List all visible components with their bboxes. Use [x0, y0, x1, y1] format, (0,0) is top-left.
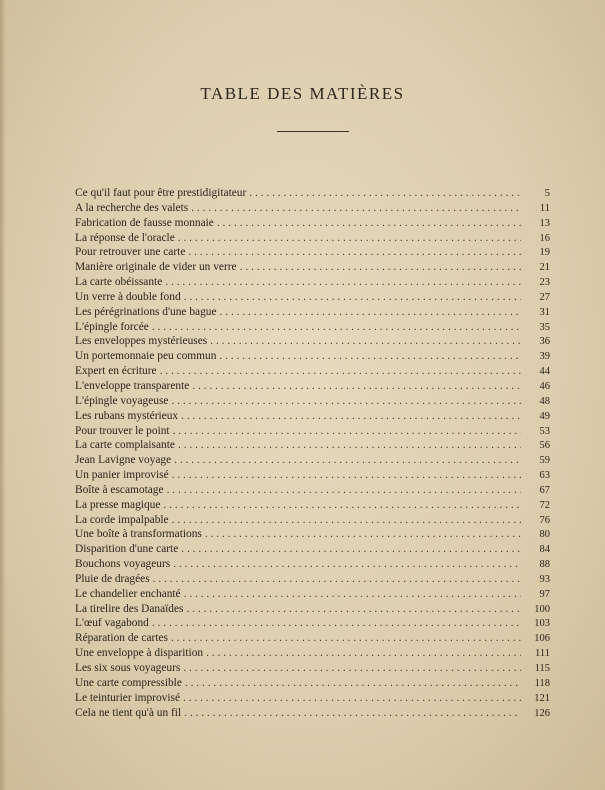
toc-entry-page: 100 [534, 603, 550, 615]
toc-entry-title: L'enveloppe transparente [75, 379, 190, 392]
dot-leader [152, 616, 521, 631]
toc-entry-page: 63 [539, 470, 550, 482]
toc-entry [75, 587, 550, 602]
toc-entry-title: Cela ne tient qu'à un fil [75, 706, 182, 719]
toc-entry [75, 483, 550, 498]
toc-entry [75, 216, 550, 231]
toc-entry-title: La corde impalpable [75, 513, 169, 526]
page-binding-edge [0, 0, 6, 790]
toc-entry-page: 13 [539, 217, 550, 229]
toc-entry-page: 72 [539, 499, 550, 511]
dot-leader [173, 424, 521, 439]
toc-entry-page: 115 [534, 663, 550, 674]
toc-entry-title: Ce qu'il faut pour être prestidigitateur [75, 187, 247, 199]
toc-entry [75, 498, 550, 513]
toc-entry-title: L'épingle forcée [75, 320, 149, 333]
toc-entry-title: Jean Lavigne voyage [75, 454, 172, 467]
dot-leader [181, 542, 521, 557]
toc-entry-page: 88 [539, 559, 550, 571]
table-of-contents [75, 186, 550, 720]
toc-entry-page: 49 [539, 410, 550, 422]
toc-entry-page: 5 [544, 188, 550, 199]
dot-leader [153, 572, 521, 587]
toc-entry-page: 23 [539, 277, 550, 289]
toc-entry-page: 106 [534, 633, 550, 645]
dot-leader [220, 305, 521, 320]
toc-entry-page: 53 [539, 425, 550, 437]
toc-entry-page: 121 [534, 692, 550, 704]
toc-entry [75, 320, 550, 335]
toc-entry [75, 527, 550, 542]
toc-entry-page: 84 [539, 544, 550, 556]
toc-entry-title: La carte complaisante [75, 439, 175, 452]
toc-entry [75, 394, 550, 409]
toc-entry-title: Les enveloppes mystérieuses [75, 335, 208, 348]
toc-entry [75, 186, 550, 201]
toc-entry [75, 602, 550, 617]
dot-leader [210, 334, 521, 349]
dot-leader [181, 409, 521, 424]
dot-leader [219, 349, 521, 364]
toc-entry-page: 46 [539, 380, 550, 392]
toc-entry-page: 35 [539, 321, 550, 333]
dot-leader [183, 691, 521, 706]
toc-entry-page: 67 [539, 484, 550, 496]
toc-entry [75, 661, 550, 676]
toc-entry-title: Manière originale de vider un verre [75, 261, 237, 274]
toc-entry [75, 305, 550, 320]
toc-entry-title: Une carte compressible [75, 676, 182, 689]
dot-leader [172, 513, 521, 528]
toc-entry-page: 44 [539, 366, 550, 378]
toc-entry-title: Un panier improvisé [75, 469, 169, 482]
toc-entry [75, 424, 550, 439]
toc-entry-title: Boîte à escamotage [75, 483, 164, 496]
toc-entry-page: 27 [539, 291, 550, 303]
toc-entry-page: 39 [539, 351, 550, 363]
toc-entry-title: La tirelire des Danaïdes [75, 602, 184, 615]
page-title: TABLE DES MATIÈRES [200, 84, 405, 103]
toc-entry-title: Un verre à double fond [75, 290, 181, 303]
dot-leader [206, 646, 521, 661]
dot-leader [249, 186, 521, 201]
toc-entry-page: 80 [539, 529, 550, 541]
toc-entry-title: La réponse de l'oracle [75, 231, 175, 244]
toc-entry [75, 275, 550, 290]
dot-leader [174, 453, 521, 468]
toc-entry-page: 97 [539, 588, 550, 600]
toc-entry-page: 31 [539, 306, 550, 318]
toc-entry [75, 646, 550, 661]
toc-entry [75, 616, 550, 631]
toc-entry-title: A la recherche des valets [75, 201, 189, 214]
toc-entry-page: 16 [539, 232, 550, 244]
toc-entry [75, 349, 550, 364]
toc-entry [75, 468, 550, 483]
toc-entry [75, 691, 550, 706]
toc-entry [75, 231, 550, 246]
toc-entry-title: Le chandelier enchanté [75, 587, 181, 600]
toc-entry-page: 93 [539, 573, 550, 585]
toc-entry-page: 11 [539, 202, 550, 214]
toc-entry-title: Expert en écriture [75, 365, 157, 378]
toc-entry-title: Une boîte à transformations [75, 528, 202, 541]
toc-entry [75, 409, 550, 424]
toc-entry-title: L'épingle voyageuse [75, 394, 169, 407]
dot-leader [152, 320, 521, 335]
toc-entry [75, 379, 550, 394]
dot-leader [160, 364, 521, 379]
toc-entry-title: Les pérégrinations d'une bague [75, 305, 217, 318]
toc-entry [75, 364, 550, 379]
dot-leader [165, 275, 521, 290]
toc-entry [75, 334, 550, 349]
toc-entry-title: Les six sous voyageurs [75, 662, 181, 674]
dot-leader [191, 201, 521, 216]
toc-entry-page: 118 [534, 677, 550, 689]
toc-entry [75, 557, 550, 572]
toc-entry-title: Pluie de dragées [75, 572, 150, 585]
dot-leader [185, 676, 521, 691]
toc-entry-page: 56 [539, 440, 550, 452]
toc-entry-title: Fabrication de fausse monnaie [75, 216, 214, 229]
dot-leader [184, 587, 521, 602]
toc-entry-page: 76 [539, 514, 550, 526]
toc-entry-title: L'œuf vagabond [75, 617, 149, 630]
toc-entry-title: La carte obéissante [75, 276, 163, 289]
dot-leader [173, 557, 521, 572]
dot-leader [163, 498, 521, 513]
dot-leader [171, 394, 521, 409]
toc-entry [75, 201, 550, 216]
dot-leader [172, 468, 521, 483]
toc-entry [75, 631, 550, 646]
toc-entry [75, 453, 550, 468]
toc-entry-page: 21 [539, 262, 550, 274]
dot-leader [217, 216, 521, 231]
dot-leader [178, 438, 521, 453]
dot-leader [167, 483, 521, 498]
toc-entry [75, 706, 550, 721]
toc-entry-page: 59 [539, 455, 550, 467]
toc-entry-title: Bouchons voyageurs [75, 558, 171, 571]
dot-leader [186, 602, 521, 617]
toc-entry-title: Réparation de cartes [75, 632, 168, 645]
dot-leader [205, 527, 521, 542]
toc-entry-page: 36 [539, 336, 550, 348]
dot-leader [183, 661, 521, 676]
toc-entry-page: 48 [539, 395, 550, 407]
toc-entry-title: Un portemonnaie peu commun [75, 350, 217, 363]
toc-entry-page: 19 [539, 247, 550, 259]
toc-entry-title: Une enveloppe à disparition [75, 647, 204, 660]
toc-entry-title: La presse magique [75, 498, 161, 511]
toc-entry [75, 245, 550, 260]
toc-entry-title: Le teinturier improvisé [75, 691, 181, 704]
toc-entry-title: Pour trouver le point [75, 424, 170, 437]
toc-entry-title: Disparition d'une carte [75, 543, 179, 556]
toc-entry [75, 260, 550, 275]
toc-entry [75, 676, 550, 691]
toc-entry-page: 126 [534, 707, 550, 719]
dot-leader [178, 231, 521, 246]
dot-leader [188, 245, 521, 260]
dot-leader [192, 379, 521, 394]
toc-entry-page: 111 [535, 648, 550, 660]
toc-entry [75, 542, 550, 557]
toc-entry [75, 513, 550, 528]
dot-leader [184, 706, 521, 721]
toc-entry-title: Les rubans mystérieux [75, 409, 179, 422]
toc-entry-title: Pour retrouver une carte [75, 246, 186, 259]
toc-entry-page: 103 [534, 618, 550, 630]
toc-entry [75, 572, 550, 587]
toc-entry [75, 438, 550, 453]
title-divider [277, 131, 349, 132]
dot-leader [171, 631, 521, 646]
dot-leader [184, 290, 521, 305]
dot-leader [240, 260, 521, 275]
toc-entry [75, 290, 550, 305]
